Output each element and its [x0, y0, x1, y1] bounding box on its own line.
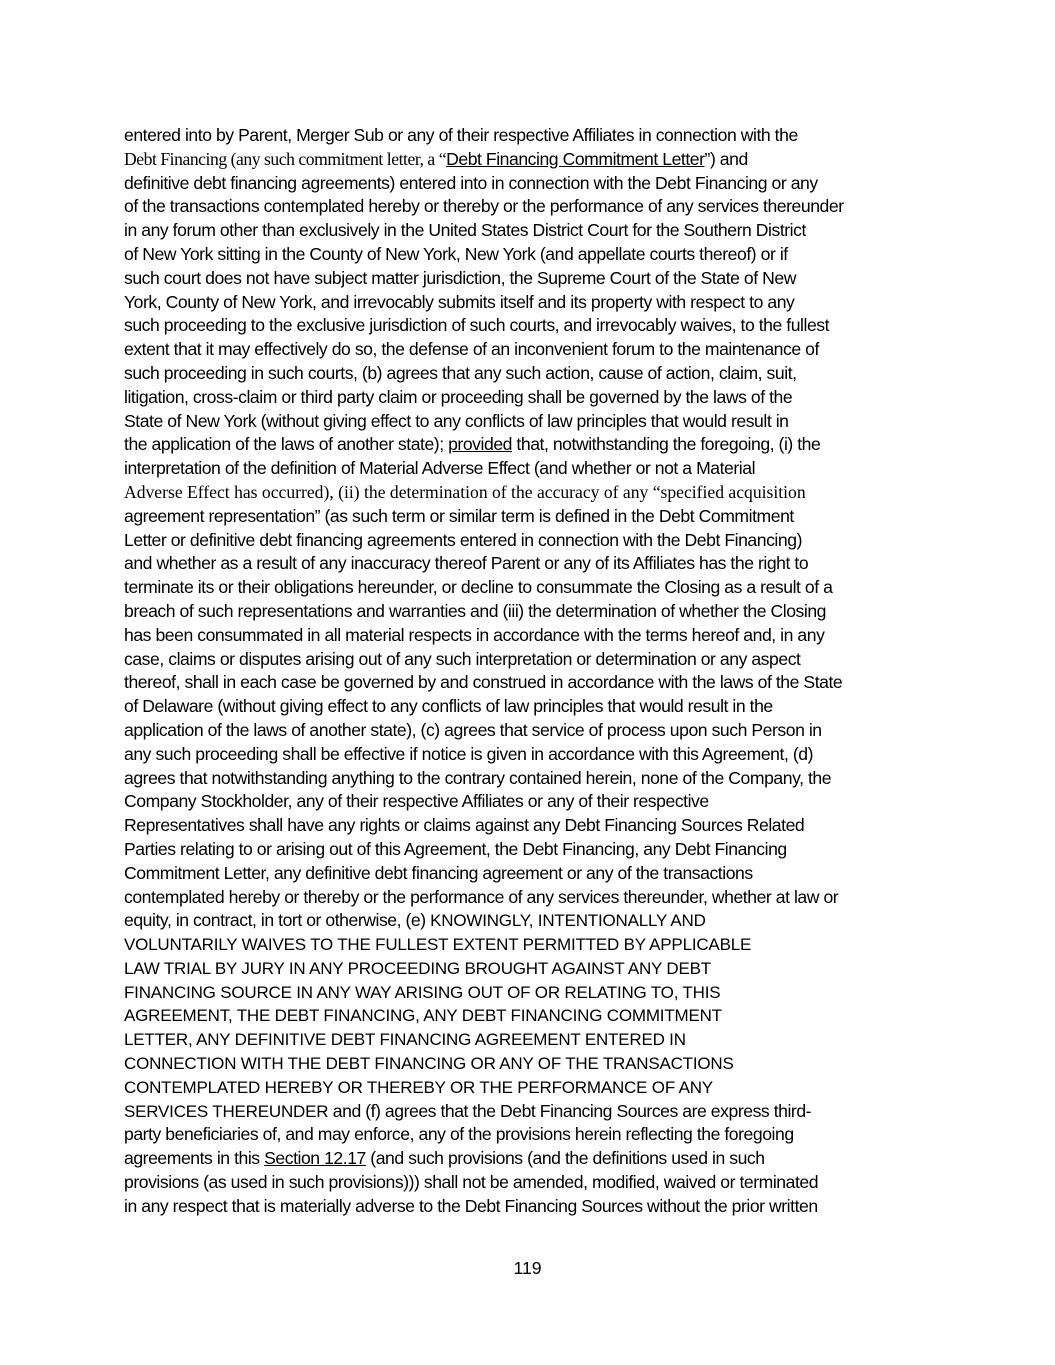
text-line: thereof, shall in each case be governed by and construed in accordance with the laws of the State: [124, 672, 843, 693]
text-line: [124, 909, 939, 933]
text-line: definitive debt financing agreements) entered into in connection with the Debt Financing or any: [124, 172, 818, 193]
text-line: of the transactions contemplated hereby or thereby or the performance of any services thereunder: [124, 196, 844, 217]
text-line: extent that it may effectively do so, the defense of an inconvenient forum to the maintenance of: [124, 339, 819, 360]
line-segment: Debt Financing (any such commitment letter, a “: [124, 148, 447, 169]
jury-waiver-line: CONTEMPLATED HEREBY OR THEREBY OR THE PERFORMANCE OF ANY: [124, 1077, 713, 1097]
text-line: party beneficiaries of, and may enforce, any of the provisions herein reflecting the foregoing: [124, 1124, 794, 1145]
text-line: [124, 1100, 939, 1124]
text-line: agrees that notwithstanding anything to the contrary contained herein, none of the Company, the: [124, 767, 832, 788]
jury-waiver-caps: KNOWINGLY, INTENTIONALLY AND: [430, 911, 706, 931]
text-line: York, County of New York, and irrevocably submits itself and its property with respect to any: [124, 291, 795, 312]
text-line: [124, 148, 939, 172]
text-line: State of New York (without giving effect to any conflicts of law principles that would result in: [124, 410, 789, 431]
jury-waiver-line: VOLUNTARILY WAIVES TO THE FULLEST EXTENT PERMITTED BY APPLICABLE: [124, 935, 752, 955]
text-line: Adverse Effect has occurred), (ii) the determination of the accuracy of any “specified acquisition: [124, 481, 806, 502]
line-segment: equity, in contract, in tort or otherwise, (e): [124, 910, 431, 931]
text-line: such court does not have subject matter jurisdiction, the Supreme Court of the State of New: [124, 267, 796, 288]
text-line: such proceeding in such courts, (b) agrees that any such action, cause of action, claim, suit,: [124, 362, 797, 383]
line-segment: ”) and: [704, 148, 748, 169]
text-line: contemplated hereby or thereby or the performance of any services thereunder, whether at law or: [124, 886, 839, 907]
text-line: breach of such representations and warranties and (iii) the determination of whether the Closing: [124, 600, 827, 621]
text-line: in any respect that is materially adverse to the Debt Financing Sources without the prior written: [124, 1195, 818, 1216]
line-segment: and (f) agrees that the Debt Financing Sources are express third-: [328, 1100, 812, 1121]
page-number: 119: [513, 1258, 542, 1278]
section-reference-link[interactable]: Section 12.17: [264, 1148, 366, 1169]
text-line: case, claims or disputes arising out of any such interpretation or determination or any aspect: [124, 648, 801, 669]
text-line: agreement representation” (as such term or similar term is defined in the Debt Commitment: [124, 505, 794, 526]
text-line: [124, 433, 939, 457]
body-text: [124, 124, 939, 1219]
line-segment: the application of the laws of another state);: [124, 434, 449, 455]
jury-waiver-line: CONNECTION WITH THE DEBT FINANCING OR ANY OF THE TRANSACTIONS: [124, 1054, 734, 1074]
text-line: Representatives shall have any rights or claims against any Debt Financing Sources Related: [124, 815, 805, 836]
text-line: application of the laws of another state), (c) agrees that service of process upon such Person in: [124, 719, 822, 740]
text-line: entered into by Parent, Merger Sub or any of their respective Affiliates in connection with the: [124, 125, 798, 145]
text-line: interpretation of the definition of Material Adverse Effect (and whether or not a Material: [124, 458, 756, 479]
text-line: terminate its or their obligations hereunder, or decline to consummate the Closing as a result of a: [124, 577, 833, 598]
line-segment: agreements in this: [124, 1148, 265, 1169]
text-line: Commitment Letter, any definitive debt financing agreement or any of the transactions: [124, 862, 753, 883]
text-line: Parties relating to or arising out of this Agreement, the Debt Financing, any Debt Financing: [124, 838, 787, 859]
text-line: has been consummated in all material respects in accordance with the terms hereof and, in any: [124, 624, 825, 645]
text-line: in any forum other than exclusively in the United States District Court for the Southern District: [124, 220, 806, 241]
text-line: and whether as a result of any inaccuracy thereof Parent or any of its Affiliates has the right to: [124, 553, 809, 574]
jury-waiver-line: LAW TRIAL BY JURY IN ANY PROCEEDING BROUGHT AGAINST ANY DEBT: [124, 958, 711, 978]
line-segment: (and such provisions (and the definitions used in such: [365, 1148, 765, 1169]
text-line: litigation, cross-claim or third party claim or proceeding shall be governed by the laws of the: [124, 386, 793, 407]
text-line: of New York sitting in the County of New York, New York (and appellate courts thereof) or if: [124, 243, 788, 264]
text-line: Company Stockholder, any of their respective Affiliates or any of their respective: [124, 791, 709, 812]
text-line: of Delaware (without giving effect to any conflicts of law principles that would result in the: [124, 696, 773, 717]
defined-term-debt-financing-commitment-letter: Debt Financing Commitment Letter: [446, 148, 705, 169]
line-segment: that, notwithstanding the foregoing, (i) the: [511, 434, 821, 455]
jury-waiver-caps: SERVICES THEREUNDER: [124, 1101, 329, 1121]
jury-waiver-line: AGREEMENT, THE DEBT FINANCING, ANY DEBT FINANCING COMMITMENT: [124, 1006, 722, 1026]
jury-waiver-line: FINANCING SOURCE IN ANY WAY ARISING OUT OF OR RELATING TO, THIS: [124, 982, 721, 1002]
text-line: Letter or definitive debt financing agreements entered in connection with the Debt Financing): [124, 529, 802, 550]
jury-waiver-line: LETTER, ANY DEFINITIVE DEBT FINANCING AGREEMENT ENTERED IN: [124, 1030, 686, 1050]
text-line: [124, 1147, 939, 1171]
text-line: such proceeding to the exclusive jurisdiction of such courts, and irrevocably waives, to the fullest: [124, 315, 830, 336]
text-line: any such proceeding shall be effective if notice is given in accordance with this Agreement, (d): [124, 743, 813, 764]
defined-term-provided: provided: [448, 434, 512, 455]
text-line: provisions (as used in such provisions))) shall not be amended, modified, waived or terminated: [124, 1172, 819, 1193]
